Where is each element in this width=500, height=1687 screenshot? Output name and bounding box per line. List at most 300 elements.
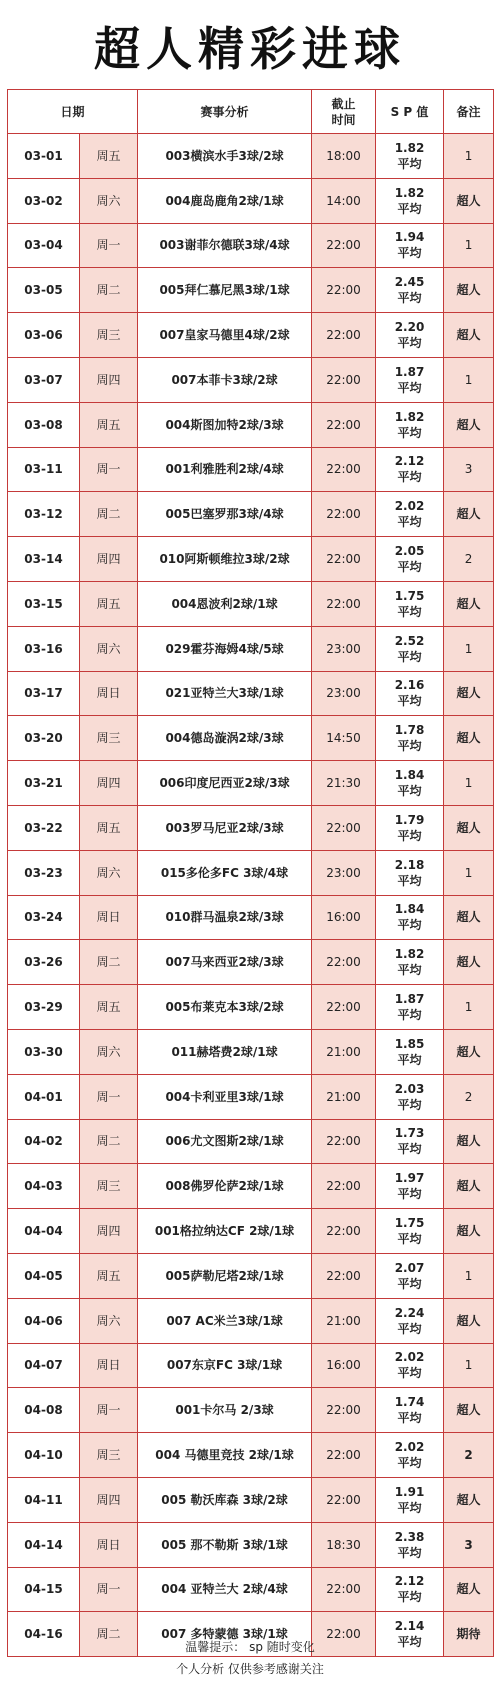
row-sp-value: 1.84 bbox=[394, 768, 425, 783]
row-sp-label: 平均 bbox=[397, 1008, 422, 1023]
row-date: 03-16 bbox=[8, 626, 80, 671]
table-row bbox=[8, 178, 494, 223]
row-sp-label: 平均 bbox=[397, 246, 422, 261]
row-match: 005 那不勒斯 3球/1球 bbox=[138, 1522, 312, 1567]
row-deadline: 22:00 bbox=[312, 985, 376, 1030]
row-sp-label: 平均 bbox=[397, 560, 422, 575]
title-bar bbox=[0, 0, 500, 92]
header-sp: S P 值 bbox=[376, 90, 444, 134]
row-note: 1 bbox=[444, 1343, 494, 1388]
row-match: 001卡尔马 2/3球 bbox=[138, 1388, 312, 1433]
row-sp bbox=[376, 805, 444, 850]
row-sp-label: 平均 bbox=[397, 1635, 422, 1650]
row-sp bbox=[376, 357, 444, 402]
row-date: 03-21 bbox=[8, 761, 80, 806]
row-sp bbox=[376, 716, 444, 761]
row-sp-label: 平均 bbox=[397, 1545, 422, 1560]
row-sp-label: 平均 bbox=[397, 1097, 422, 1112]
row-note: 1 bbox=[444, 761, 494, 806]
row-sp bbox=[376, 1567, 444, 1612]
row-sp-value: 2.02 bbox=[394, 499, 425, 514]
header-date: 日期 bbox=[8, 90, 138, 134]
row-deadline: 22:00 bbox=[312, 402, 376, 447]
row-weekday: 周五 bbox=[80, 985, 138, 1030]
row-match: 003横滨水手3球/2球 bbox=[138, 134, 312, 179]
row-sp-value: 1.74 bbox=[394, 1395, 425, 1410]
row-sp-label: 平均 bbox=[397, 425, 422, 440]
row-date: 04-14 bbox=[8, 1522, 80, 1567]
row-match: 015多伦多FC 3球/4球 bbox=[138, 850, 312, 895]
row-deadline: 21:00 bbox=[312, 1029, 376, 1074]
row-note: 超人 bbox=[444, 402, 494, 447]
row-sp-value: 2.02 bbox=[394, 1350, 425, 1365]
row-match: 007 AC米兰3球/1球 bbox=[138, 1298, 312, 1343]
row-sp-label: 平均 bbox=[397, 739, 422, 754]
row-sp-label: 平均 bbox=[397, 380, 422, 395]
row-sp-value: 2.14 bbox=[394, 1619, 425, 1634]
row-date: 04-02 bbox=[8, 1119, 80, 1164]
row-date: 04-07 bbox=[8, 1343, 80, 1388]
row-sp-value: 2.18 bbox=[394, 857, 425, 872]
row-note: 超人 bbox=[444, 268, 494, 313]
row-sp-value: 1.73 bbox=[394, 1126, 425, 1141]
row-note: 超人 bbox=[444, 1164, 494, 1209]
row-deadline: 22:00 bbox=[312, 1567, 376, 1612]
row-date: 03-20 bbox=[8, 716, 80, 761]
row-note: 2 bbox=[444, 1433, 494, 1478]
row-weekday: 周一 bbox=[80, 1567, 138, 1612]
row-sp bbox=[376, 1388, 444, 1433]
row-sp-label: 平均 bbox=[397, 963, 422, 978]
table-row bbox=[8, 671, 494, 716]
row-date: 03-11 bbox=[8, 447, 80, 492]
row-sp-label: 平均 bbox=[397, 291, 422, 306]
table-row bbox=[8, 402, 494, 447]
row-sp bbox=[376, 1298, 444, 1343]
row-sp bbox=[376, 402, 444, 447]
row-sp-label: 平均 bbox=[397, 1411, 422, 1426]
row-sp-label: 平均 bbox=[397, 336, 422, 351]
row-sp bbox=[376, 537, 444, 582]
row-sp-value: 1.82 bbox=[394, 185, 425, 200]
row-sp-value: 1.91 bbox=[394, 1484, 425, 1499]
row-note: 期待 bbox=[444, 1612, 494, 1657]
row-sp bbox=[376, 761, 444, 806]
row-sp bbox=[376, 985, 444, 1030]
table-row bbox=[8, 1074, 494, 1119]
row-deadline: 22:00 bbox=[312, 492, 376, 537]
row-deadline: 18:30 bbox=[312, 1522, 376, 1567]
row-date: 03-23 bbox=[8, 850, 80, 895]
table-row bbox=[8, 1253, 494, 1298]
page-title: 超人精彩进球 bbox=[94, 22, 406, 76]
row-weekday: 周四 bbox=[80, 761, 138, 806]
row-match: 010群马温泉2球/3球 bbox=[138, 895, 312, 940]
row-note: 超人 bbox=[444, 716, 494, 761]
header-note: 备注 bbox=[444, 90, 494, 134]
row-sp-value: 1.82 bbox=[394, 140, 425, 155]
row-sp-label: 平均 bbox=[397, 1500, 422, 1515]
row-weekday: 周四 bbox=[80, 357, 138, 402]
row-note: 超人 bbox=[444, 1209, 494, 1254]
row-deadline: 22:00 bbox=[312, 1119, 376, 1164]
row-match: 005布莱克本3球/2球 bbox=[138, 985, 312, 1030]
row-weekday: 周三 bbox=[80, 716, 138, 761]
row-weekday: 周五 bbox=[80, 1253, 138, 1298]
row-note: 超人 bbox=[444, 313, 494, 358]
row-match: 007皇家马德里4球/2球 bbox=[138, 313, 312, 358]
table-row bbox=[8, 985, 494, 1030]
table-row bbox=[8, 761, 494, 806]
row-note: 3 bbox=[444, 1522, 494, 1567]
row-sp-label: 平均 bbox=[397, 515, 422, 530]
row-weekday: 周三 bbox=[80, 1433, 138, 1478]
row-sp bbox=[376, 313, 444, 358]
row-sp-value: 1.87 bbox=[394, 992, 425, 1007]
row-note: 超人 bbox=[444, 805, 494, 850]
table-row bbox=[8, 581, 494, 626]
row-sp bbox=[376, 1343, 444, 1388]
row-date: 03-12 bbox=[8, 492, 80, 537]
row-deadline: 22:00 bbox=[312, 357, 376, 402]
row-deadline: 22:00 bbox=[312, 1433, 376, 1478]
table-row bbox=[8, 626, 494, 671]
row-deadline: 22:00 bbox=[312, 447, 376, 492]
row-date: 04-04 bbox=[8, 1209, 80, 1254]
row-sp-value: 2.12 bbox=[394, 454, 425, 469]
row-weekday: 周一 bbox=[80, 1074, 138, 1119]
row-weekday: 周四 bbox=[80, 1209, 138, 1254]
row-date: 03-07 bbox=[8, 357, 80, 402]
table-row bbox=[8, 1209, 494, 1254]
row-sp-value: 2.24 bbox=[394, 1305, 425, 1320]
table-row bbox=[8, 850, 494, 895]
row-deadline: 22:00 bbox=[312, 313, 376, 358]
row-sp-value: 1.84 bbox=[394, 902, 425, 917]
row-date: 03-22 bbox=[8, 805, 80, 850]
table-row bbox=[8, 805, 494, 850]
row-weekday: 周日 bbox=[80, 895, 138, 940]
row-weekday: 周六 bbox=[80, 1029, 138, 1074]
row-date: 03-01 bbox=[8, 134, 80, 179]
row-sp-label: 平均 bbox=[397, 1142, 422, 1157]
row-sp-label: 平均 bbox=[397, 201, 422, 216]
row-weekday: 周一 bbox=[80, 223, 138, 268]
row-sp-value: 2.12 bbox=[394, 1574, 425, 1589]
row-match: 004卡利亚里3球/1球 bbox=[138, 1074, 312, 1119]
row-note: 超人 bbox=[444, 1477, 494, 1522]
row-match: 001格拉纳达CF 2球/1球 bbox=[138, 1209, 312, 1254]
row-sp-label: 平均 bbox=[397, 873, 422, 888]
row-note: 超人 bbox=[444, 492, 494, 537]
row-match: 003罗马尼亚2球/3球 bbox=[138, 805, 312, 850]
row-note: 超人 bbox=[444, 1029, 494, 1074]
row-weekday: 周一 bbox=[80, 447, 138, 492]
row-sp-label: 平均 bbox=[397, 1456, 422, 1470]
table-row bbox=[8, 1567, 494, 1612]
row-deadline: 21:00 bbox=[312, 1074, 376, 1119]
row-note: 超人 bbox=[444, 581, 494, 626]
row-sp bbox=[376, 626, 444, 671]
footer-tip: 温馨提示： sp 随时变化 bbox=[185, 1640, 315, 1654]
row-match: 010阿斯顿维拉3球/2球 bbox=[138, 537, 312, 582]
row-date: 03-30 bbox=[8, 1029, 80, 1074]
row-sp-label: 平均 bbox=[397, 470, 422, 485]
table-row bbox=[8, 1119, 494, 1164]
row-weekday: 周日 bbox=[80, 1522, 138, 1567]
row-sp bbox=[376, 492, 444, 537]
match-table bbox=[7, 89, 494, 1657]
table-row bbox=[8, 313, 494, 358]
row-deadline: 22:00 bbox=[312, 537, 376, 582]
row-weekday: 周六 bbox=[80, 178, 138, 223]
row-sp-label: 平均 bbox=[397, 649, 422, 664]
row-match: 007本菲卡3球/2球 bbox=[138, 357, 312, 402]
row-weekday: 周五 bbox=[80, 581, 138, 626]
row-sp-value: 2.03 bbox=[394, 1081, 425, 1096]
row-sp-label: 平均 bbox=[397, 1187, 422, 1202]
row-weekday: 周二 bbox=[80, 1612, 138, 1657]
row-deadline: 21:30 bbox=[312, 761, 376, 806]
row-date: 03-05 bbox=[8, 268, 80, 313]
row-weekday: 周三 bbox=[80, 313, 138, 358]
row-sp-label: 平均 bbox=[397, 1276, 422, 1291]
row-sp bbox=[376, 940, 444, 985]
row-note: 3 bbox=[444, 447, 494, 492]
row-sp bbox=[376, 134, 444, 179]
row-date: 03-08 bbox=[8, 402, 80, 447]
row-weekday: 周六 bbox=[80, 626, 138, 671]
row-weekday: 周一 bbox=[80, 1388, 138, 1433]
row-deadline: 16:00 bbox=[312, 1343, 376, 1388]
row-note: 超人 bbox=[444, 1567, 494, 1612]
row-deadline: 14:50 bbox=[312, 716, 376, 761]
row-note: 1 bbox=[444, 134, 494, 179]
table-row bbox=[8, 1298, 494, 1343]
row-deadline: 21:00 bbox=[312, 1298, 376, 1343]
row-match: 029霍芬海姆4球/5球 bbox=[138, 626, 312, 671]
row-sp-label: 平均 bbox=[397, 784, 422, 799]
row-match: 007东京FC 3球/1球 bbox=[138, 1343, 312, 1388]
row-date: 04-03 bbox=[8, 1164, 80, 1209]
table-body bbox=[8, 134, 494, 1657]
row-date: 04-08 bbox=[8, 1388, 80, 1433]
header-time: 截止 时间 bbox=[312, 90, 376, 134]
row-weekday: 周四 bbox=[80, 537, 138, 582]
row-sp-value: 2.07 bbox=[394, 1260, 425, 1275]
table-row bbox=[8, 223, 494, 268]
row-match: 004鹿岛鹿角2球/1球 bbox=[138, 178, 312, 223]
table-row bbox=[8, 492, 494, 537]
row-match: 004德岛漩涡2球/3球 bbox=[138, 716, 312, 761]
table-row bbox=[8, 134, 494, 179]
row-date: 04-01 bbox=[8, 1074, 80, 1119]
row-note: 1 bbox=[444, 223, 494, 268]
row-sp bbox=[376, 671, 444, 716]
row-sp-label: 平均 bbox=[397, 828, 422, 843]
row-sp-value: 1.78 bbox=[394, 723, 425, 738]
row-match: 021亚特兰大3球/1球 bbox=[138, 671, 312, 716]
table-row bbox=[8, 447, 494, 492]
row-sp-value: 2.02 bbox=[394, 1440, 425, 1454]
row-match: 005巴塞罗那3球/4球 bbox=[138, 492, 312, 537]
row-match: 005 勒沃库森 3球/2球 bbox=[138, 1477, 312, 1522]
row-deadline: 22:00 bbox=[312, 1477, 376, 1522]
row-sp-value: 1.94 bbox=[394, 230, 425, 245]
row-note: 2 bbox=[444, 537, 494, 582]
row-match: 008佛罗伦萨2球/1球 bbox=[138, 1164, 312, 1209]
row-sp-label: 平均 bbox=[397, 1366, 422, 1381]
row-date: 03-26 bbox=[8, 940, 80, 985]
row-weekday: 周五 bbox=[80, 805, 138, 850]
row-sp-value: 1.75 bbox=[394, 588, 425, 603]
row-deadline: 22:00 bbox=[312, 940, 376, 985]
row-date: 04-05 bbox=[8, 1253, 80, 1298]
row-deadline: 22:00 bbox=[312, 1209, 376, 1254]
row-sp-value: 1.79 bbox=[394, 812, 425, 827]
row-deadline: 23:00 bbox=[312, 671, 376, 716]
table-row bbox=[8, 1477, 494, 1522]
row-note: 超人 bbox=[444, 671, 494, 716]
row-date: 03-24 bbox=[8, 895, 80, 940]
row-deadline: 22:00 bbox=[312, 1612, 376, 1657]
row-sp-label: 平均 bbox=[397, 1321, 422, 1336]
row-date: 03-14 bbox=[8, 537, 80, 582]
row-note: 1 bbox=[444, 1253, 494, 1298]
footer bbox=[0, 1636, 500, 1680]
row-sp bbox=[376, 895, 444, 940]
row-match: 007 多特蒙德 3球/1球 bbox=[138, 1612, 312, 1657]
row-sp-label: 平均 bbox=[397, 1052, 422, 1067]
table-row bbox=[8, 1164, 494, 1209]
row-weekday: 周三 bbox=[80, 1164, 138, 1209]
row-sp-value: 2.16 bbox=[394, 678, 425, 693]
row-deadline: 22:00 bbox=[312, 268, 376, 313]
footer-note: 个人分析 仅供参考感谢关注 bbox=[176, 1662, 324, 1676]
row-note: 超人 bbox=[444, 1119, 494, 1164]
row-deadline: 22:00 bbox=[312, 581, 376, 626]
row-note: 超人 bbox=[444, 178, 494, 223]
row-sp bbox=[376, 1209, 444, 1254]
row-deadline: 22:00 bbox=[312, 1253, 376, 1298]
row-date: 04-15 bbox=[8, 1567, 80, 1612]
row-sp-value: 2.20 bbox=[394, 320, 425, 335]
row-note: 2 bbox=[444, 1074, 494, 1119]
row-sp-label: 平均 bbox=[397, 1590, 422, 1605]
row-sp-label: 平均 bbox=[397, 918, 422, 933]
row-sp bbox=[376, 1433, 444, 1478]
row-sp bbox=[376, 223, 444, 268]
row-date: 03-02 bbox=[8, 178, 80, 223]
row-note: 1 bbox=[444, 357, 494, 402]
row-match: 004斯图加特2球/3球 bbox=[138, 402, 312, 447]
table-row bbox=[8, 895, 494, 940]
row-sp-value: 2.45 bbox=[394, 275, 425, 290]
row-weekday: 周二 bbox=[80, 1119, 138, 1164]
row-weekday: 周二 bbox=[80, 268, 138, 313]
row-match: 007马来西亚2球/3球 bbox=[138, 940, 312, 985]
table-header-row bbox=[8, 90, 494, 134]
row-note: 超人 bbox=[444, 1298, 494, 1343]
row-date: 03-06 bbox=[8, 313, 80, 358]
row-sp bbox=[376, 447, 444, 492]
row-date: 04-06 bbox=[8, 1298, 80, 1343]
row-note: 1 bbox=[444, 985, 494, 1030]
row-note: 1 bbox=[444, 850, 494, 895]
row-sp bbox=[376, 1029, 444, 1074]
row-sp-value: 1.82 bbox=[394, 947, 425, 962]
row-sp bbox=[376, 1164, 444, 1209]
row-date: 03-29 bbox=[8, 985, 80, 1030]
row-date: 03-15 bbox=[8, 581, 80, 626]
row-match: 006印度尼西亚2球/3球 bbox=[138, 761, 312, 806]
row-sp-label: 平均 bbox=[397, 1232, 422, 1247]
table-row bbox=[8, 1343, 494, 1388]
row-sp-value: 2.52 bbox=[394, 633, 425, 648]
row-sp-label: 平均 bbox=[397, 694, 422, 709]
row-weekday: 周日 bbox=[80, 671, 138, 716]
table-row bbox=[8, 940, 494, 985]
row-sp bbox=[376, 268, 444, 313]
row-deadline: 14:00 bbox=[312, 178, 376, 223]
row-sp-value: 1.75 bbox=[394, 1216, 425, 1231]
header-match: 赛事分析 bbox=[138, 90, 312, 134]
row-note: 1 bbox=[444, 626, 494, 671]
row-match: 004 马德里竞技 2球/1球 bbox=[138, 1433, 312, 1478]
table-row bbox=[8, 716, 494, 761]
row-note: 超人 bbox=[444, 895, 494, 940]
row-weekday: 周六 bbox=[80, 1298, 138, 1343]
row-sp bbox=[376, 178, 444, 223]
row-weekday: 周六 bbox=[80, 850, 138, 895]
row-sp bbox=[376, 1119, 444, 1164]
row-deadline: 22:00 bbox=[312, 1164, 376, 1209]
row-sp-label: 平均 bbox=[397, 156, 422, 171]
row-date: 04-10 bbox=[8, 1433, 80, 1478]
row-sp-value: 2.38 bbox=[394, 1529, 425, 1544]
row-deadline: 22:00 bbox=[312, 805, 376, 850]
row-sp bbox=[376, 581, 444, 626]
table-row bbox=[8, 1388, 494, 1433]
row-match: 004 亚特兰大 2球/4球 bbox=[138, 1567, 312, 1612]
row-deadline: 18:00 bbox=[312, 134, 376, 179]
row-weekday: 周五 bbox=[80, 402, 138, 447]
table-row bbox=[8, 357, 494, 402]
row-deadline: 22:00 bbox=[312, 1388, 376, 1433]
row-date: 04-11 bbox=[8, 1477, 80, 1522]
row-note: 超人 bbox=[444, 940, 494, 985]
row-sp-value: 1.97 bbox=[394, 1171, 425, 1186]
row-match: 003谢菲尔德联3球/4球 bbox=[138, 223, 312, 268]
row-weekday: 周日 bbox=[80, 1343, 138, 1388]
row-match: 011赫塔费2球/1球 bbox=[138, 1029, 312, 1074]
row-sp-value: 2.05 bbox=[394, 544, 425, 559]
row-sp-value: 1.82 bbox=[394, 409, 425, 424]
row-weekday: 周四 bbox=[80, 1477, 138, 1522]
row-match: 005萨勒尼塔2球/1球 bbox=[138, 1253, 312, 1298]
table-row bbox=[8, 1522, 494, 1567]
row-sp bbox=[376, 850, 444, 895]
row-sp-value: 1.85 bbox=[394, 1036, 425, 1051]
row-date: 03-04 bbox=[8, 223, 80, 268]
row-sp-value: 1.87 bbox=[394, 364, 425, 379]
row-match: 004恩波利2球/1球 bbox=[138, 581, 312, 626]
table-row bbox=[8, 268, 494, 313]
table-row bbox=[8, 1029, 494, 1074]
row-note: 超人 bbox=[444, 1388, 494, 1433]
row-sp bbox=[376, 1522, 444, 1567]
row-deadline: 23:00 bbox=[312, 626, 376, 671]
